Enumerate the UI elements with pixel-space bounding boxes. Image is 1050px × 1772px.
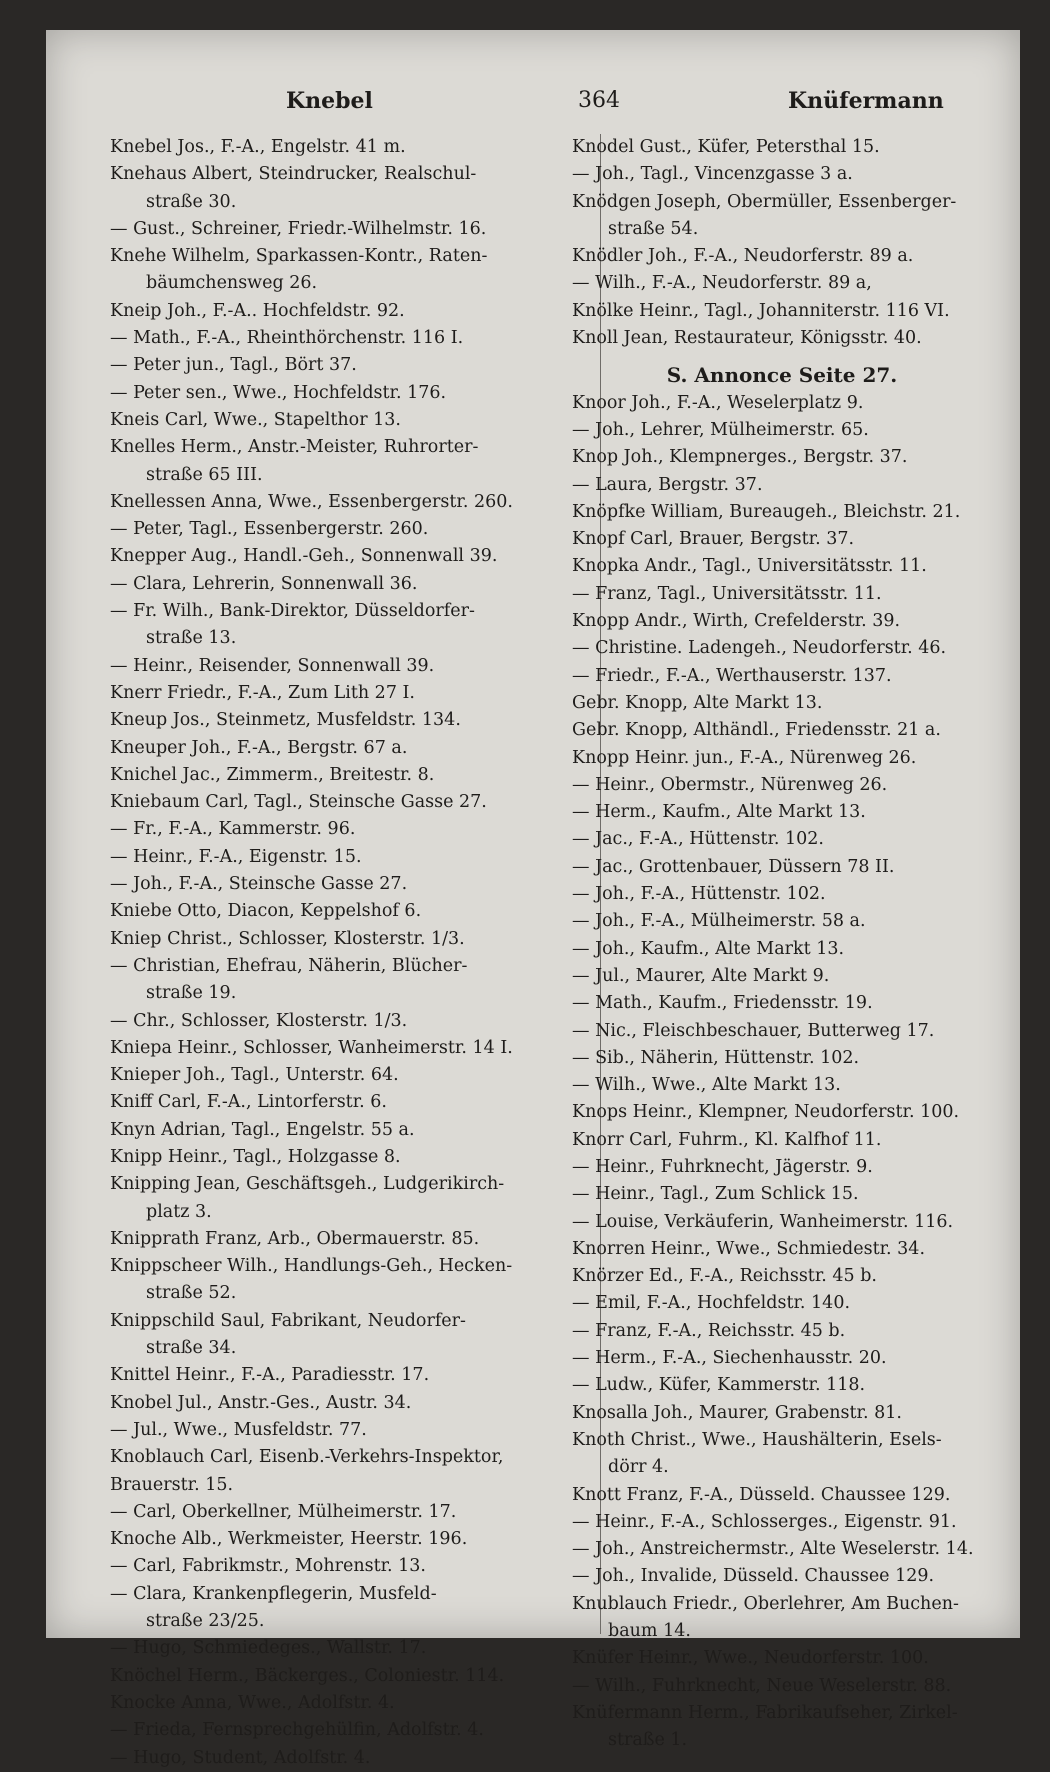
directory-line: Knipp Heinr., Tagl., Holzgasse 8. (110, 1146, 401, 1167)
page-number: 364 (578, 88, 620, 113)
directory-line: — Peter sen., Wwe., Hochfeldstr. 176. (110, 382, 447, 403)
directory-line: Knipprath Franz, Arb., Obermauerstr. 85. (110, 1228, 480, 1249)
directory-line: Kniebaum Carl, Tagl., Steinsche Gasse 27. (110, 792, 487, 813)
directory-line: — Christian, Ehefrau, Näherin, Blücher- (110, 955, 468, 976)
directory-line: — Carl, Oberkellner, Mülheimerstr. 17. (110, 1501, 457, 1522)
directory-line: — Heinr., F.-A., Eigenstr. 15. (110, 846, 362, 867)
directory-line: Knebel Jos., F.-A., Engelstr. 41 m. (110, 137, 406, 157)
directory-line: Kniepa Heinr., Schlosser, Wanheimerstr. 14 I. (110, 1037, 513, 1058)
directory-line: Knopf Carl, Brauer, Bergstr. 37. (572, 529, 855, 550)
directory-page (46, 30, 1020, 1768)
directory-line: — Math., Kaufm., Friedensstr. 19. (572, 993, 873, 1014)
directory-line: Knocke Anna, Wwe., Adolfstr. 4. (110, 1692, 395, 1713)
directory-line: — Christine. Ladengeh., Neudorferstr. 46. (572, 638, 947, 659)
directory-line: Knichel Jac., Zimmerm., Breitestr. 8. (110, 764, 435, 785)
directory-line: Knöchel Herm., Bäckerges., Coloniestr. 114. (110, 1665, 505, 1686)
directory-line: — Wilh., F.-A., Neudorferstr. 89 a, (572, 273, 872, 294)
directory-line: Knieper Joh., Tagl., Unterstr. 64. (110, 1065, 399, 1086)
directory-line: — Joh., Anstreichermstr., Alte Weselerstr. 14. (572, 1539, 974, 1560)
directory-line: — Joh., Invalide, Düsseld. Chaussee 129. (572, 1566, 935, 1587)
directory-line: Gebr. Knopp, Althändl., Friedensstr. 21 a. (572, 720, 941, 741)
directory-line: — Franz, F.-A., Reichsstr. 45 b. (572, 1320, 846, 1341)
directory-line: — Clara, Lehrerin, Sonnenwall 36. (110, 573, 418, 594)
directory-line: — Peter jun., Tagl., Bört 37. (110, 355, 357, 376)
directory-line: — Joh., F.-A., Hüttenstr. 102. (572, 884, 826, 905)
directory-line: Knublauch Friedr., Oberlehrer, Am Buchen- (572, 1593, 959, 1614)
directory-line: straße 19. (146, 983, 237, 1004)
directory-line: — Friedr., F.-A., Werthauserstr. 137. (572, 665, 892, 686)
directory-line: bäumchensweg 26. (146, 273, 318, 294)
left-column (110, 134, 530, 1772)
directory-line: — Jul., Maurer, Alte Markt 9. (572, 965, 830, 986)
directory-line: straße 13. (146, 628, 237, 649)
directory-line: Knörzer Ed., F.-A., Reichsstr. 45 b. (572, 1266, 877, 1287)
directory-line: Knellessen Anna, Wwe., Essenbergerstr. 260. (110, 491, 513, 512)
directory-line: S. Annonce Seite 27. (666, 363, 898, 388)
directory-line: Knödler Joh., F.-A., Neudorferstr. 89 a. (572, 246, 914, 267)
directory-line: — Joh., Kaufm., Alte Markt 13. (572, 938, 845, 959)
directory-line: — Jac., F.-A., Hüttenstr. 102. (572, 829, 824, 850)
directory-line: Knorr Carl, Fuhrm., Kl. Kalfhof 11. (572, 1129, 882, 1150)
directory-line: Knobel Jul., Anstr.-Ges., Austr. 34. (110, 1392, 412, 1413)
directory-line: Knödgen Joseph, Obermüller, Essenberger- (572, 191, 957, 212)
right-column (572, 134, 992, 1755)
directory-line: — Heinr., Obermstr., Nürenweg 26. (572, 774, 888, 795)
directory-line: Knoor Joh., F.-A., Weselerplatz 9. (572, 392, 864, 413)
directory-line: — Jul., Wwe., Musfeldstr. 77. (110, 1419, 367, 1440)
directory-line: straße 23/25. (146, 1611, 265, 1632)
directory-line: Knittel Heinr., F.-A., Paradiesstr. 17. (110, 1365, 430, 1386)
directory-line: straße 30. (146, 191, 237, 212)
directory-line: Knöpfke William, Bureaugeh., Bleichstr. 21. (572, 501, 961, 522)
directory-line: — Franz, Tagl., Universitätsstr. 11. (572, 583, 882, 604)
directory-line: Kneup Jos., Steinmetz, Musfeldstr. 134. (110, 710, 461, 731)
directory-line: Knippscheer Wilh., Handlungs-Geh., Hecken- (110, 1256, 513, 1277)
directory-line: — Heinr., Fuhrknecht, Jägerstr. 9. (572, 1156, 873, 1177)
directory-line: — Joh., F.-A., Steinsche Gasse 27. (110, 874, 408, 895)
directory-line: Kniff Carl, F.-A., Lintorferstr. 6. (110, 1092, 387, 1113)
directory-line: Kniep Christ., Schlosser, Klosterstr. 1/3. (110, 928, 465, 949)
directory-line: Kneip Joh., F.-A.. Hochfeldstr. 92. (110, 300, 405, 321)
page-header (108, 66, 944, 114)
directory-line: Knoblauch Carl, Eisenb.-Verkehrs-Inspektor, (110, 1447, 504, 1468)
directory-line: Kniebe Otto, Diacon, Keppelshof 6. (110, 901, 422, 922)
directory-line: — Peter, Tagl., Essenbergerstr. 260. (110, 519, 429, 540)
directory-line: Knehaus Albert, Steindrucker, Realschul- (110, 164, 477, 185)
directory-line: Knippschild Saul, Fabrikant, Neudorfer- (110, 1310, 466, 1331)
directory-line: — Heinr., F.-A., Schlosserges., Eigenstr. 91. (572, 1511, 957, 1532)
directory-line: — Louise, Verkäuferin, Wanheimerstr. 116. (572, 1211, 954, 1232)
directory-line: — Carl, Fabrikmstr., Mohrenstr. 13. (110, 1556, 426, 1577)
directory-line: — Chr., Schlosser, Klosterstr. 1/3. (110, 1010, 408, 1031)
directory-line: — Hugo, Schmiedeges., Wallstr. 17. (110, 1638, 427, 1659)
directory-line: — Wilh., Wwe., Alte Markt 13. (572, 1075, 841, 1096)
directory-line: Knosalla Joh., Maurer, Grabenstr. 81. (572, 1402, 902, 1423)
directory-line: baum 14. (608, 1621, 691, 1642)
directory-line: — Wilh., Fuhrknecht, Neue Weselerstr. 88. (572, 1675, 952, 1696)
directory-line: — Herm., Kaufm., Alte Markt 13. (572, 802, 866, 823)
directory-line: — Laura, Bergstr. 37. (572, 474, 763, 495)
directory-line: Knoth Christ., Wwe., Haushälterin, Esels- (572, 1429, 942, 1450)
directory-line: Knelles Herm., Anstr.-Meister, Ruhrorter- (110, 437, 479, 458)
directory-line: — Clara, Krankenpflegerin, Musfeld- (110, 1583, 437, 1604)
directory-line: — Emil, F.-A., Hochfeldstr. 140. (572, 1293, 851, 1314)
directory-line: straße 52. (146, 1283, 237, 1304)
directory-line: — Herm., F.-A., Siechenhausstr. 20. (572, 1348, 887, 1369)
directory-line: platz 3. (146, 1201, 212, 1222)
directory-line: — Ludw., Küfer, Kammerstr. 118. (572, 1375, 866, 1396)
directory-line: — Sib., Näherin, Hüttenstr. 102. (572, 1047, 860, 1068)
directory-line: dörr 4. (608, 1457, 669, 1478)
directory-line: Knipping Jean, Geschäftsgeh., Ludgerikirch- (110, 1174, 505, 1195)
directory-line: Knehe Wilhelm, Sparkassen-Kontr., Raten- (110, 246, 488, 267)
directory-line: — Joh., Lehrer, Mülheimerstr. 65. (572, 419, 869, 440)
directory-line: Kneuper Joh., F.-A., Bergstr. 67 a. (110, 737, 408, 758)
directory-line: Knüfermann Herm., Fabrikaufseher, Zirkel- (572, 1702, 958, 1723)
directory-line: — Fr., F.-A., Kammerstr. 96. (110, 819, 356, 840)
directory-line: — Gust., Schreiner, Friedr.-Wilhelmstr. 16. (110, 218, 487, 239)
directory-line: — Joh., Tagl., Vincenzgasse 3 a. (572, 164, 853, 185)
directory-line: Knott Franz, F.-A., Düsseld. Chaussee 129. (572, 1484, 951, 1505)
directory-line: straße 1. (608, 1730, 688, 1751)
directory-line: — Math., F.-A., Rheinthörchenstr. 116 I. (110, 328, 464, 349)
directory-line: Knyn Adrian, Tagl., Engelstr. 55 a. (110, 1119, 415, 1140)
directory-line: — Jac., Grottenbauer, Düssern 78 II. (572, 856, 895, 877)
directory-line: — Joh., F.-A., Mülheimerstr. 58 a. (572, 911, 866, 932)
directory-line: Knop Joh., Klempnerges., Bergstr. 37. (572, 447, 908, 468)
directory-line: Knodel Gust., Küfer, Petersthal 15. (572, 137, 880, 157)
directory-line: Knölke Heinr., Tagl., Johanniterstr. 116 VI. (572, 300, 950, 321)
directory-line: Knopp Andr., Wirth, Crefelderstr. 39. (572, 611, 901, 632)
directory-line: — Frieda, Fernsprechgehülfin, Adolfstr. 4. (110, 1720, 484, 1741)
directory-line: — Nic., Fleischbeschauer, Butterweg 17. (572, 1020, 935, 1041)
directory-line: straße 54. (608, 218, 699, 239)
header-right-keyword: Knüfermann (788, 88, 944, 114)
directory-line: Brauerstr. 15. (110, 1474, 234, 1495)
directory-line: Gebr. Knopp, Alte Markt 13. (572, 692, 823, 713)
directory-line: Knoll Jean, Restaurateur, Königsstr. 40. (572, 328, 922, 349)
directory-line: Knops Heinr., Klempner, Neudorferstr. 100. (572, 1102, 960, 1123)
directory-line: Knüfer Heinr., Wwe., Neudorferstr. 100. (572, 1648, 929, 1669)
directory-line: — Heinr., Reisender, Sonnenwall 39. (110, 655, 435, 676)
directory-line: Knepper Aug., Handl.-Geh., Sonnenwall 39. (110, 546, 498, 567)
header-left-keyword: Knebel (286, 88, 373, 114)
directory-line: Knoche Alb., Werkmeister, Heerstr. 196. (110, 1529, 468, 1550)
directory-line: — Heinr., Tagl., Zum Schlick 15. (572, 1184, 859, 1205)
directory-line: — Fr. Wilh., Bank-Direktor, Düsseldorfer- (110, 601, 475, 622)
directory-line: straße 34. (146, 1338, 237, 1359)
directory-line: Kneis Carl, Wwe., Stapelthor 13. (110, 409, 401, 430)
directory-line: Knerr Friedr., F.-A., Zum Lith 27 I. (110, 682, 415, 703)
directory-line: Knopp Heinr. jun., F.-A., Nürenweg 26. (572, 747, 917, 768)
directory-line: Knopka Andr., Tagl., Universitätsstr. 11. (572, 556, 927, 577)
directory-line: — Hugo, Student, Adolfstr. 4. (110, 1747, 371, 1768)
directory-line: straße 65 III. (146, 464, 263, 485)
directory-line: Knorren Heinr., Wwe., Schmiedestr. 34. (572, 1238, 926, 1259)
